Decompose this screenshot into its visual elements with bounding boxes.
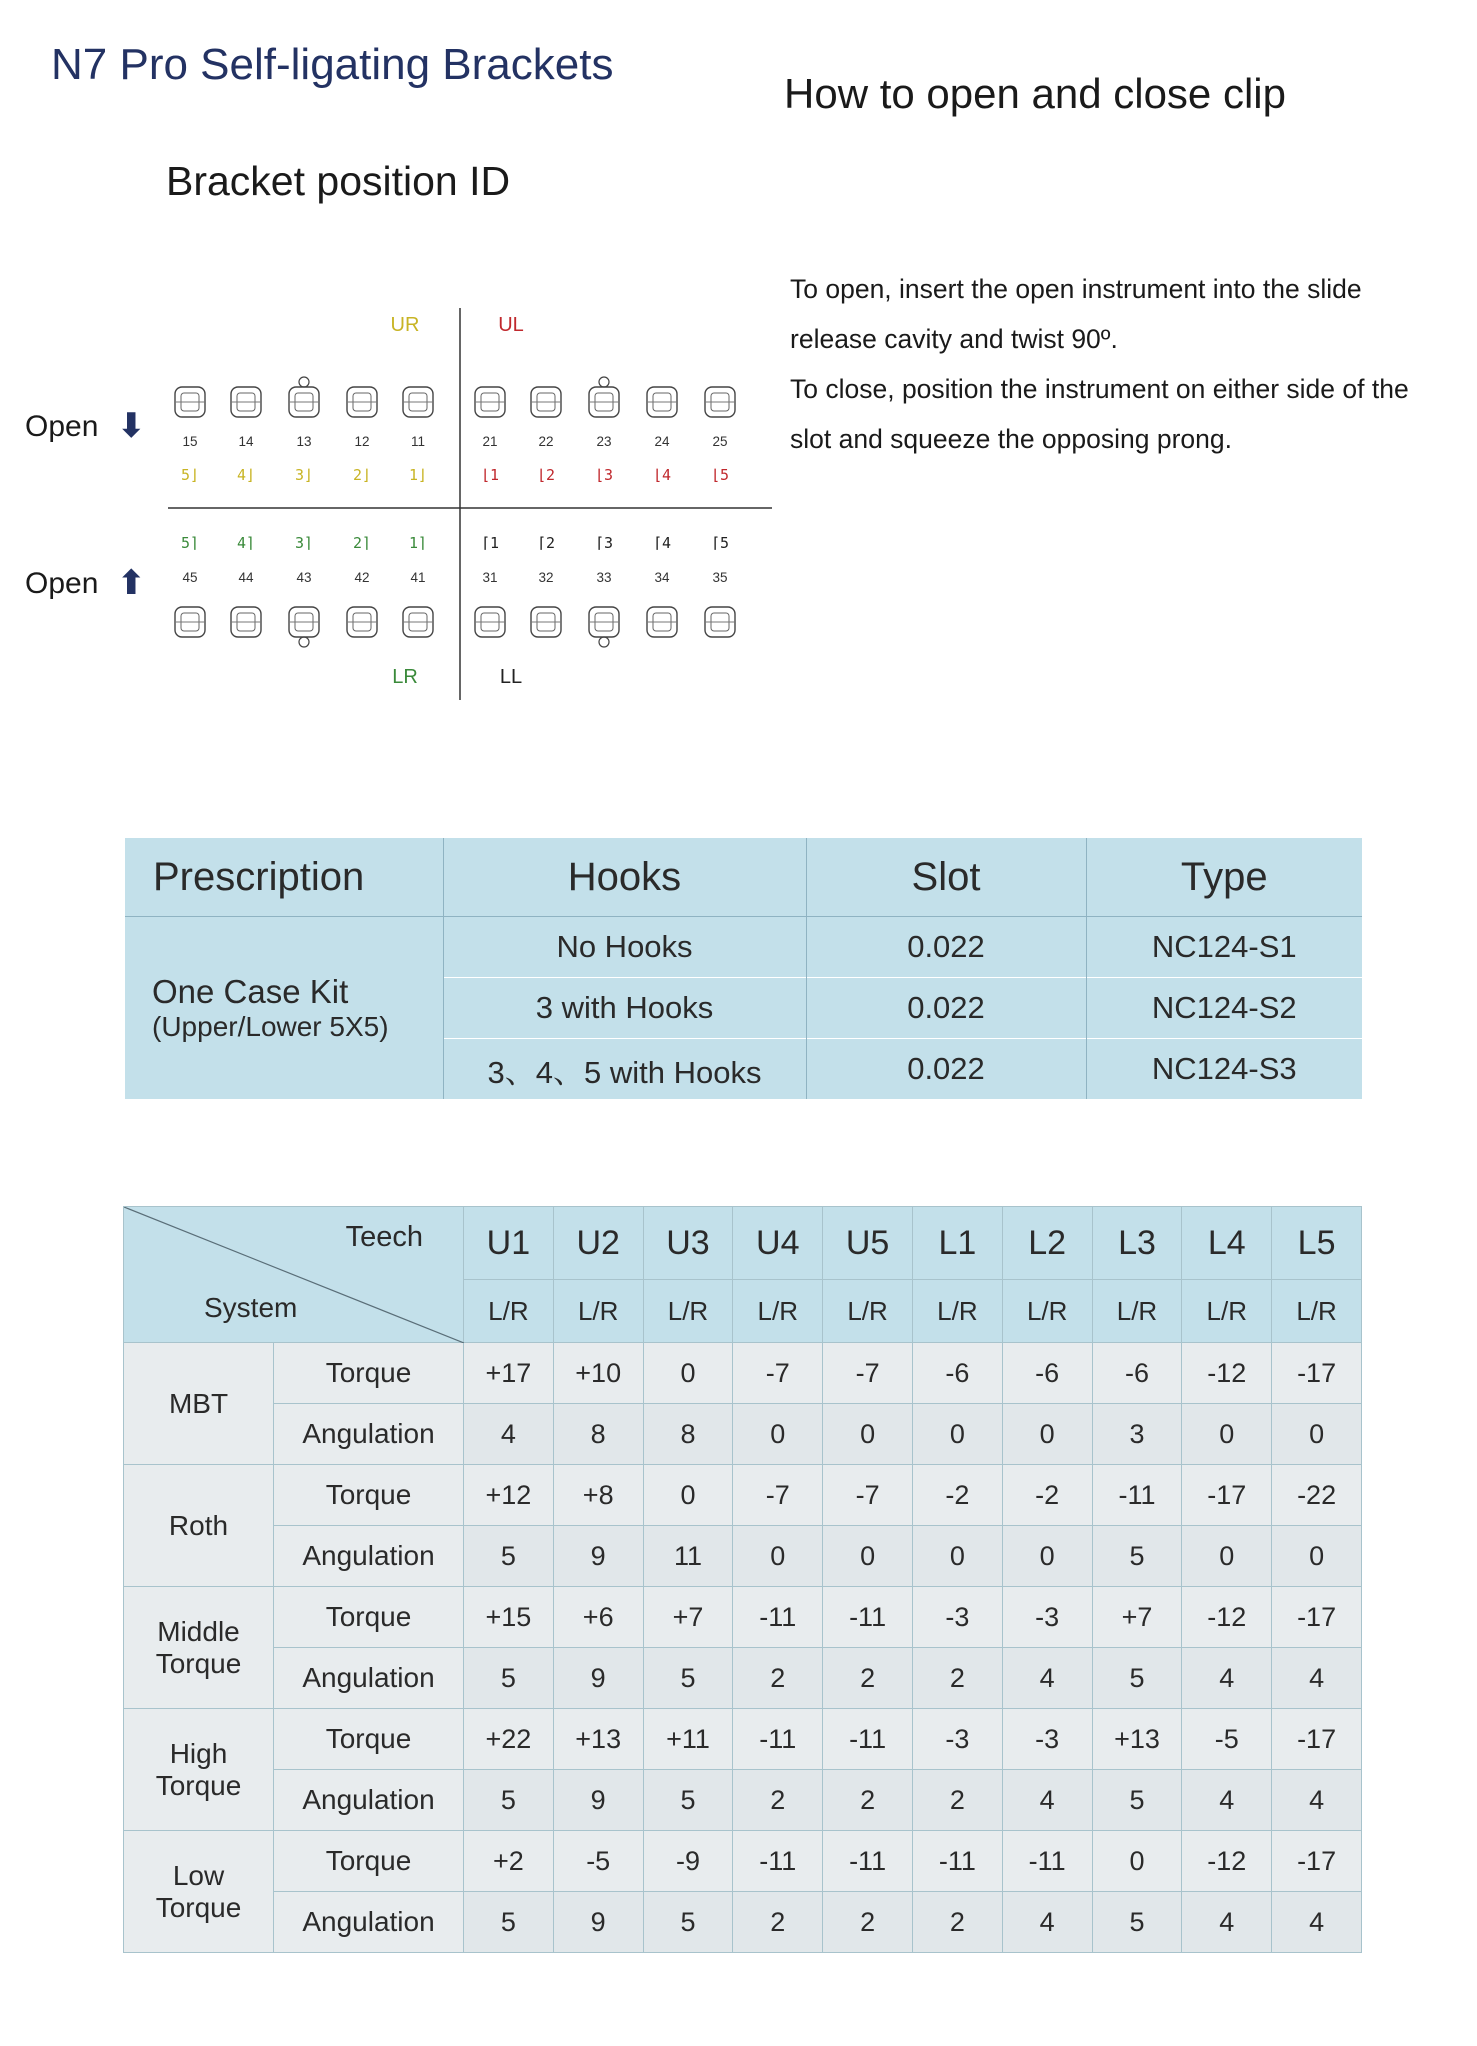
value-cell: 9 — [553, 1770, 643, 1831]
value-cell: 4 — [1272, 1770, 1362, 1831]
table-row — [124, 1404, 1362, 1465]
bracket-icon — [403, 387, 433, 417]
value-cell: 2 — [733, 1648, 823, 1709]
tooth-number: 35 — [712, 570, 728, 585]
system-name-line: High — [169, 1737, 228, 1769]
value-cell: -11 — [1002, 1831, 1092, 1892]
value-cell: -3 — [912, 1709, 1002, 1770]
system-name: MBT — [124, 1343, 274, 1465]
corner-teech-label: Teech — [345, 1221, 423, 1253]
value-cell: 2 — [823, 1892, 913, 1953]
bracket-icon — [403, 607, 433, 637]
value-cell: 2 — [823, 1648, 913, 1709]
value-cell: +15 — [464, 1587, 554, 1648]
tooth-number: 45 — [182, 570, 198, 585]
tooth-number: 12 — [354, 434, 370, 449]
table-corner-cell — [124, 1207, 464, 1343]
torque-angulation-table — [123, 1206, 1362, 1953]
param-label: Torque — [274, 1465, 464, 1526]
side-header: L/R — [1272, 1280, 1362, 1343]
tooth-number: 33 — [596, 570, 612, 585]
side-header: L/R — [912, 1280, 1002, 1343]
tooth-code: ⌈3 — [594, 534, 614, 552]
value-cell: -12 — [1182, 1587, 1272, 1648]
param-label: Angulation — [274, 1648, 464, 1709]
bracket-icon — [231, 607, 261, 637]
tooth-header: U1 — [464, 1207, 554, 1280]
system-name — [124, 1709, 274, 1831]
value-cell: 2 — [823, 1770, 913, 1831]
value-cell: -7 — [733, 1465, 823, 1526]
value-cell: 5 — [643, 1892, 733, 1953]
value-cell: 0 — [643, 1465, 733, 1526]
tooth-header: L4 — [1182, 1207, 1272, 1280]
tooth-number: 34 — [654, 570, 670, 585]
tooth-number: 41 — [410, 570, 426, 585]
table-row — [124, 1343, 1362, 1404]
bracket-icon — [589, 377, 619, 417]
tooth-code: ⌈1 — [480, 534, 500, 552]
tooth-number: 11 — [410, 434, 426, 449]
value-cell: +17 — [464, 1343, 554, 1404]
instruction-line: release cavity and twist 90º. — [790, 324, 1118, 354]
value-cell: -3 — [912, 1587, 1002, 1648]
value-cell: +13 — [553, 1709, 643, 1770]
table-row — [124, 1709, 1362, 1770]
value-cell: -2 — [912, 1465, 1002, 1526]
tooth-header: L5 — [1272, 1207, 1362, 1280]
value-cell: 0 — [912, 1526, 1002, 1587]
bracket-icon — [531, 387, 561, 417]
tooth-number: 14 — [238, 434, 254, 449]
system-name-line: Torque — [155, 1769, 242, 1801]
value-cell: -11 — [823, 1587, 913, 1648]
param-label: Angulation — [274, 1770, 464, 1831]
quadrant-ll-label: LL — [499, 666, 523, 688]
value-cell: 2 — [912, 1892, 1002, 1953]
value-cell: -11 — [823, 1831, 913, 1892]
value-cell: -17 — [1272, 1343, 1362, 1404]
kit-detail: (Upper/Lower 5X5) — [152, 1011, 389, 1042]
instruction-line: slot and squeeze the opposing prong. — [790, 424, 1232, 454]
system-name — [124, 1831, 274, 1953]
value-cell: -11 — [733, 1587, 823, 1648]
bracket-icon — [347, 607, 377, 637]
value-cell: 5 — [643, 1648, 733, 1709]
value-cell: -5 — [1182, 1709, 1272, 1770]
value-cell: 0 — [1272, 1404, 1362, 1465]
value-cell: 5 — [464, 1892, 554, 1953]
open-upper-label: Open — [25, 410, 99, 443]
header-prescription: Prescription — [125, 838, 443, 917]
value-cell: 8 — [643, 1404, 733, 1465]
tooth-code: 4⌉ — [236, 534, 256, 552]
value-cell: -6 — [1092, 1343, 1182, 1404]
tooth-code: ⌊2 — [536, 466, 556, 484]
value-cell: +2 — [464, 1831, 554, 1892]
value-cell: 0 — [1002, 1404, 1092, 1465]
quadrant-ul-label: UL — [498, 314, 524, 336]
value-cell: +8 — [553, 1465, 643, 1526]
value-cell: -7 — [823, 1465, 913, 1526]
value-cell: -6 — [912, 1343, 1002, 1404]
instruction-line: To open, insert the open instrument into the slide — [790, 274, 1362, 304]
value-cell: -11 — [733, 1709, 823, 1770]
value-cell: 2 — [912, 1648, 1002, 1709]
bracket-icon — [705, 607, 735, 637]
tooth-code: ⌊1 — [480, 466, 500, 484]
value-cell: -11 — [733, 1831, 823, 1892]
bracket-icon — [647, 387, 677, 417]
bracket-icon — [475, 387, 505, 417]
type-cell: NC124-S3 — [1086, 1039, 1362, 1100]
side-header: L/R — [823, 1280, 913, 1343]
tooth-number: 13 — [296, 434, 312, 449]
value-cell: 4 — [1182, 1648, 1272, 1709]
tooth-code: 1⌉ — [408, 534, 428, 552]
header-type: Type — [1086, 838, 1362, 917]
value-cell: +7 — [1092, 1587, 1182, 1648]
value-cell: +10 — [553, 1343, 643, 1404]
table-row — [124, 1770, 1362, 1831]
value-cell: +22 — [464, 1709, 554, 1770]
tooth-header: U4 — [733, 1207, 823, 1280]
open-lower-label: Open — [25, 567, 99, 600]
value-cell: 5 — [643, 1770, 733, 1831]
value-cell: 2 — [912, 1770, 1002, 1831]
value-cell: -12 — [1182, 1831, 1272, 1892]
param-label: Torque — [274, 1343, 464, 1404]
value-cell: 4 — [1002, 1892, 1092, 1953]
value-cell: 4 — [1272, 1892, 1362, 1953]
param-label: Angulation — [274, 1526, 464, 1587]
value-cell: 9 — [553, 1526, 643, 1587]
value-cell: 2 — [733, 1892, 823, 1953]
clip-instructions — [790, 264, 1430, 464]
header-slot: Slot — [806, 838, 1086, 917]
arrow-down-icon: ⬇ — [117, 407, 146, 445]
bracket-icon — [175, 607, 205, 637]
tooth-number: 42 — [354, 570, 370, 585]
tooth-number: 22 — [538, 434, 554, 449]
bracket-icon — [289, 607, 319, 647]
table-row — [124, 1892, 1362, 1953]
value-cell: -2 — [1002, 1465, 1092, 1526]
value-cell: 4 — [1182, 1770, 1272, 1831]
slot-cell: 0.022 — [806, 917, 1086, 978]
bracket-icon — [589, 607, 619, 647]
side-header: L/R — [1092, 1280, 1182, 1343]
value-cell: 0 — [1092, 1831, 1182, 1892]
tooth-code: 5⌉ — [180, 534, 200, 552]
type-cell: NC124-S2 — [1086, 978, 1362, 1039]
tooth-code: ⌈4 — [652, 534, 672, 552]
system-name-line: Low — [172, 1859, 225, 1891]
value-cell: 0 — [1182, 1526, 1272, 1587]
quadrant-ur-label: UR — [390, 314, 420, 336]
side-header: L/R — [643, 1280, 733, 1343]
table-row — [124, 1465, 1362, 1526]
bracket-icon — [705, 387, 735, 417]
value-cell: -3 — [1002, 1709, 1092, 1770]
value-cell: -5 — [553, 1831, 643, 1892]
param-label: Torque — [274, 1831, 464, 1892]
value-cell: -22 — [1272, 1465, 1362, 1526]
hooks-cell: 3、4、5 with Hooks — [443, 1039, 806, 1100]
table-row — [125, 917, 1362, 978]
value-cell: 5 — [464, 1526, 554, 1587]
tooth-code: ⌈2 — [536, 534, 556, 552]
value-cell: 0 — [823, 1526, 913, 1587]
bracket-icon — [531, 607, 561, 637]
value-cell: -17 — [1182, 1465, 1272, 1526]
value-cell: 5 — [1092, 1770, 1182, 1831]
hooks-cell: 3 with Hooks — [443, 978, 806, 1039]
tooth-code: ⌈5 — [710, 534, 730, 552]
value-cell: -12 — [1182, 1343, 1272, 1404]
tooth-header: L2 — [1002, 1207, 1092, 1280]
param-label: Angulation — [274, 1404, 464, 1465]
value-cell: 0 — [733, 1404, 823, 1465]
value-cell: -17 — [1272, 1709, 1362, 1770]
value-cell: 4 — [464, 1404, 554, 1465]
header-hooks: Hooks — [443, 838, 806, 917]
table-row — [124, 1587, 1362, 1648]
tooth-code: 3⌋ — [294, 466, 314, 484]
value-cell: 4 — [1272, 1648, 1362, 1709]
bracket-position-title: Bracket position ID — [166, 158, 511, 204]
tooth-code: ⌊5 — [710, 466, 730, 484]
bracket-icon — [647, 607, 677, 637]
tooth-number: 31 — [482, 570, 498, 585]
system-name-line: Torque — [155, 1891, 242, 1923]
table-row — [124, 1648, 1362, 1709]
tooth-code: 3⌉ — [294, 534, 314, 552]
tooth-header: L1 — [912, 1207, 1002, 1280]
value-cell: -6 — [1002, 1343, 1092, 1404]
tooth-number: 43 — [296, 570, 312, 585]
value-cell: 0 — [643, 1343, 733, 1404]
bracket-icon — [231, 387, 261, 417]
value-cell: 4 — [1182, 1892, 1272, 1953]
param-label: Torque — [274, 1709, 464, 1770]
tooth-number: 15 — [182, 434, 198, 449]
value-cell: 5 — [464, 1770, 554, 1831]
bracket-icon — [289, 377, 319, 417]
value-cell: 4 — [1002, 1648, 1092, 1709]
value-cell: -17 — [1272, 1587, 1362, 1648]
tooth-header: U5 — [823, 1207, 913, 1280]
value-cell: +6 — [553, 1587, 643, 1648]
side-header: L/R — [733, 1280, 823, 1343]
value-cell: 5 — [1092, 1526, 1182, 1587]
bracket-position-diagram — [0, 290, 800, 710]
value-cell: +13 — [1092, 1709, 1182, 1770]
side-header: L/R — [1002, 1280, 1092, 1343]
slot-cell: 0.022 — [806, 1039, 1086, 1100]
bracket-icon — [347, 387, 377, 417]
value-cell: 9 — [553, 1892, 643, 1953]
tooth-number: 23 — [596, 434, 612, 449]
value-cell: 5 — [1092, 1648, 1182, 1709]
slot-cell: 0.022 — [806, 978, 1086, 1039]
value-cell: +12 — [464, 1465, 554, 1526]
value-cell: 5 — [1092, 1892, 1182, 1953]
type-cell: NC124-S1 — [1086, 917, 1362, 978]
tooth-number: 24 — [654, 434, 670, 449]
side-header: L/R — [553, 1280, 643, 1343]
tooth-code: ⌊3 — [594, 466, 614, 484]
value-cell: 0 — [1272, 1526, 1362, 1587]
tooth-header: U3 — [643, 1207, 733, 1280]
value-cell: 0 — [1002, 1526, 1092, 1587]
system-name-line: Middle — [157, 1615, 240, 1647]
tooth-header: U2 — [553, 1207, 643, 1280]
value-cell: -3 — [1002, 1587, 1092, 1648]
value-cell: -9 — [643, 1831, 733, 1892]
value-cell: 11 — [643, 1526, 733, 1587]
value-cell: 4 — [1002, 1770, 1092, 1831]
value-cell: 0 — [912, 1404, 1002, 1465]
system-name-line: Torque — [155, 1647, 242, 1679]
bracket-diagram-canvas — [0, 290, 800, 710]
value-cell: 5 — [464, 1648, 554, 1709]
value-cell: -11 — [823, 1709, 913, 1770]
value-cell: 0 — [823, 1404, 913, 1465]
value-cell: +7 — [643, 1587, 733, 1648]
side-header: L/R — [1182, 1280, 1272, 1343]
tooth-header: L3 — [1092, 1207, 1182, 1280]
value-cell: 0 — [1182, 1404, 1272, 1465]
value-cell: 8 — [553, 1404, 643, 1465]
table-row — [124, 1831, 1362, 1892]
spec-table-body — [124, 1343, 1362, 1953]
value-cell: -7 — [733, 1343, 823, 1404]
param-label: Angulation — [274, 1892, 464, 1953]
tooth-number: 25 — [712, 434, 728, 449]
side-header: L/R — [464, 1280, 554, 1343]
corner-system-label: System — [204, 1292, 298, 1323]
tooth-number: 21 — [482, 434, 498, 449]
tooth-code: 5⌋ — [180, 466, 200, 484]
bracket-icon — [175, 387, 205, 417]
page-title: N7 Pro Self-ligating Brackets — [51, 40, 614, 89]
instruction-line: To close, position the instrument on either side of the — [790, 374, 1409, 404]
kit-cell — [125, 917, 443, 1100]
value-cell: -17 — [1272, 1831, 1362, 1892]
tooth-code: 2⌋ — [352, 466, 372, 484]
tooth-number: 32 — [538, 570, 554, 585]
hooks-cell: No Hooks — [443, 917, 806, 978]
value-cell: 9 — [553, 1648, 643, 1709]
value-cell: 3 — [1092, 1404, 1182, 1465]
system-name: Roth — [124, 1465, 274, 1587]
bracket-icon — [475, 607, 505, 637]
value-cell: -11 — [912, 1831, 1002, 1892]
arrow-up-icon: ⬆ — [117, 564, 146, 602]
kit-name: One Case Kit — [152, 973, 349, 1010]
value-cell: +11 — [643, 1709, 733, 1770]
tooth-code: 4⌋ — [236, 466, 256, 484]
tooth-code: 2⌉ — [352, 534, 372, 552]
value-cell: -7 — [823, 1343, 913, 1404]
tooth-code: ⌊4 — [652, 466, 672, 484]
system-name — [124, 1587, 274, 1709]
table-row — [124, 1526, 1362, 1587]
tooth-number: 44 — [238, 570, 254, 585]
param-label: Torque — [274, 1587, 464, 1648]
value-cell: -11 — [1092, 1465, 1182, 1526]
value-cell: 2 — [733, 1770, 823, 1831]
prescription-table — [125, 838, 1362, 1099]
clip-section-title: How to open and close clip — [784, 70, 1286, 117]
quadrant-lr-label: LR — [392, 666, 418, 688]
tooth-code: 1⌋ — [408, 466, 428, 484]
value-cell: 0 — [733, 1526, 823, 1587]
